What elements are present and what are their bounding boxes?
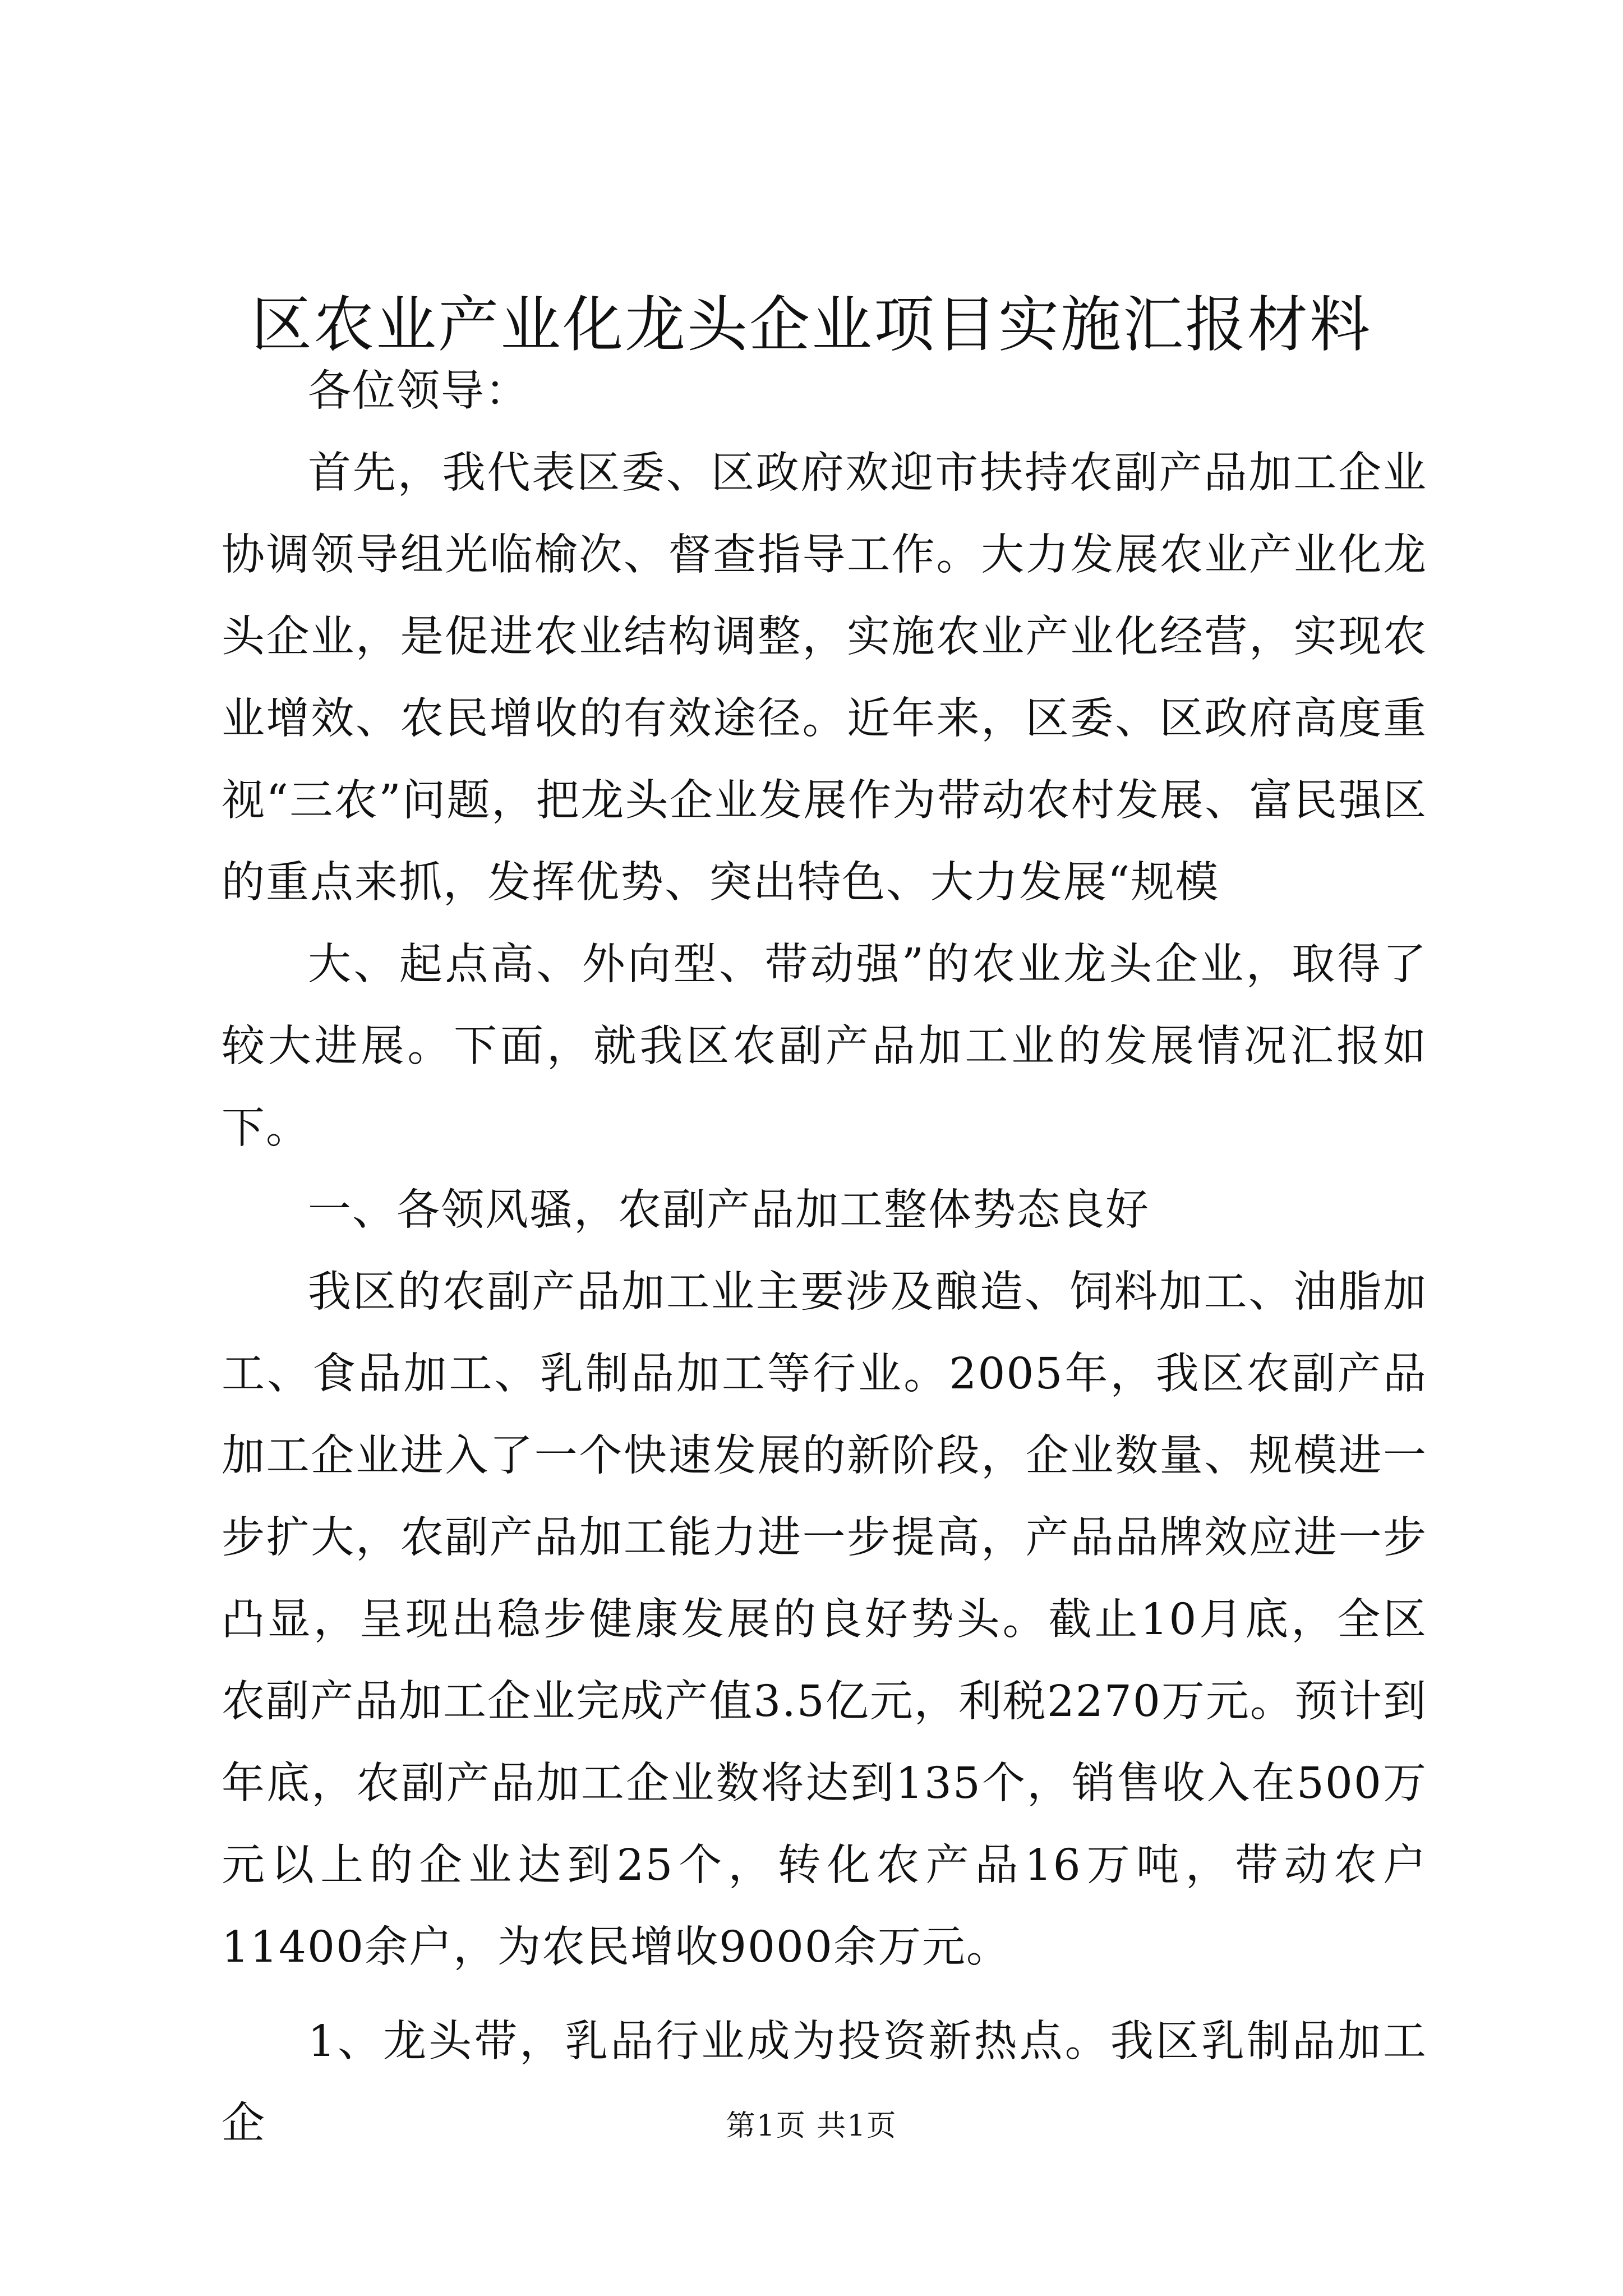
document-title: 区农业产业化龙头企业项目实施汇报材料 (251, 290, 1372, 360)
progress-paragraph: 大、起点高、外向型、带动强”的农业龙头企业，取得了较大进展。下面，就我区农副产品加工业的发展情况汇报如下。 (222, 940, 1427, 1153)
document-body (222, 351, 1427, 2165)
industry-overview-paragraph: 我区的农副产品加工业主要涉及酿造、饲料加工、油脂加工、食品加工、乳制品加工等行业。2005年，我区农副产品加工企业进入了一个快速发展的新阶段，企业数量、规模进一步扩大，农副产品加工能力进一步提高，产品品牌效应进一步凸显，呈现出稳步健康发展的良好势头。截止10月底，全区农副产品加工企业完成产值3.5亿元，利税2270万元。预计到年底，农副产品加工企业数将达到135个，销售收入在500万元以上的企业达到25个，转化农产品16万吨，带动农户11400余户，为农民增收9000余万元。 (222, 1267, 1427, 1972)
page-footer: 第1页 共1页 (726, 2109, 897, 2143)
opening-paragraph: 首先，我代表区委、区政府欢迎市扶持农副产品加工企业协调领导组光临榆次、督查指导工作。大力发展农业产业化龙头企业，是促进农业结构调整，实施农业产业化经营，实现农业增效、农民增收的有效途径。近年来，区委、区政府高度重视“三农”问题，把龙头企业发展作为带动农村发展、富民强区的重点来抓，发挥优势、突出特色、大力发展“规模 (222, 448, 1427, 908)
dairy-industry-paragraph: 1、龙头带，乳品行业成为投资新热点。我区乳制品加工企 (222, 2017, 1427, 2148)
salutation-paragraph: 各位领导： (308, 366, 529, 416)
section-heading-1: 一、各领风骚，农副产品加工整体势态良好 (308, 1185, 1150, 1235)
